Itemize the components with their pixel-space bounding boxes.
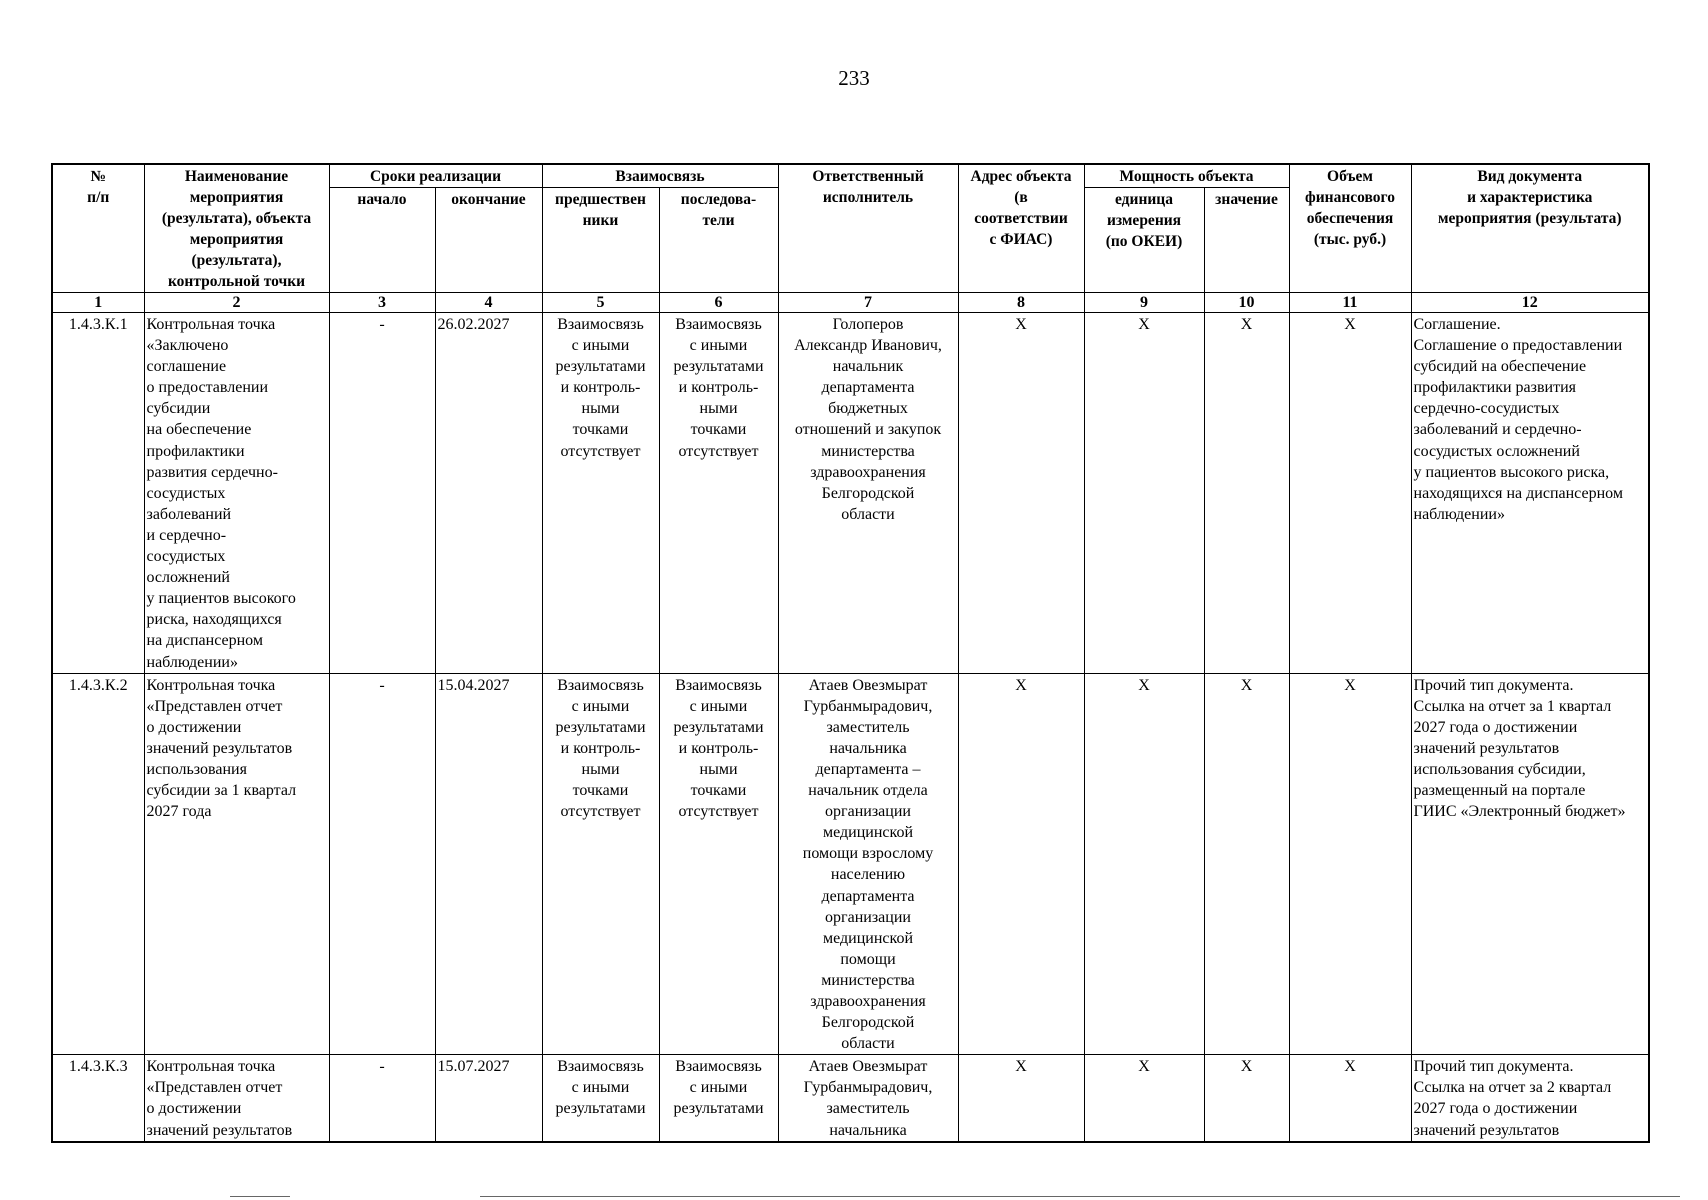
row-value: X	[1204, 1055, 1289, 1142]
header-link-pred: предшествен ники	[542, 188, 659, 293]
header-terms: Сроки реализации	[329, 164, 542, 188]
row-address: X	[958, 313, 1084, 674]
header-num: № п/п	[52, 164, 144, 293]
page-number: 233	[838, 66, 870, 90]
column-number: 11	[1289, 293, 1411, 313]
column-number: 9	[1084, 293, 1204, 313]
row-responsible: Голоперов Александр Иванович, начальник департамента бюджетных отношений и закупок министерства здравоохранения Белгородской области	[778, 313, 958, 674]
row-start: -	[329, 1055, 435, 1142]
header-name: Наименование мероприятия (результата), объекта мероприятия (результата), контрольной точки	[144, 164, 329, 293]
scan-edge-line	[480, 1196, 1680, 1197]
row-unit: X	[1084, 1055, 1204, 1142]
row-address: X	[958, 673, 1084, 1055]
row-name: Контрольная точка «Заключено соглашение о предоставлении субсидии на обеспечение профилактики развития сердечно- сосудистых заболеваний и сердечно- сосудистых осложнений у пациентов высокого риска, находящихся на диспансерном наблюдении»	[144, 313, 329, 674]
column-number: 10	[1204, 293, 1289, 313]
header-power-value: значение	[1204, 188, 1289, 293]
row-predecessors: Взаимосвязь с иными результатами	[542, 1055, 659, 1142]
row-document: Прочий тип документа. Ссылка на отчет за 2 квартал 2027 года о достижении значений результатов	[1411, 1055, 1649, 1142]
row-start: -	[329, 673, 435, 1055]
row-responsible: Атаев Овезмырат Гурбанмырадович, заместитель начальника	[778, 1055, 958, 1142]
plan-table	[51, 163, 1650, 1143]
column-number: 1	[52, 293, 144, 313]
table-row	[52, 313, 1649, 674]
row-address: X	[958, 1055, 1084, 1142]
column-number: 2	[144, 293, 329, 313]
row-end: 26.02.2027	[435, 313, 542, 674]
header-document: Вид документа и характеристика мероприятия (результата)	[1411, 164, 1649, 293]
header-power: Мощность объекта	[1084, 164, 1289, 188]
header-terms-start: начало	[329, 188, 435, 293]
table-row	[52, 1055, 1649, 1142]
header-link: Взаимосвязь	[542, 164, 778, 188]
table-row	[52, 673, 1649, 1055]
row-number: 1.4.3.К.3	[52, 1055, 144, 1142]
row-value: X	[1204, 313, 1289, 674]
header-finance: Объем финансового обеспечения (тыс. руб.)	[1289, 164, 1411, 293]
row-responsible: Атаев Овезмырат Гурбанмырадович, заместитель начальника департамента – начальник отдела организации медицинской помощи взрослому населению департамента организации медицинской помощи министерства здравоохранения Белгородской области	[778, 673, 958, 1055]
column-number: 6	[659, 293, 778, 313]
row-successors: Взаимосвязь с иными результатами и контроль- ными точками отсутствует	[659, 313, 778, 674]
column-number: 8	[958, 293, 1084, 313]
row-successors: Взаимосвязь с иными результатами	[659, 1055, 778, 1142]
scan-edge-line	[230, 1196, 290, 1197]
row-document: Соглашение. Соглашение о предоставлении субсидий на обеспечение профилактики развития сердечно-сосудистых заболеваний и сердечно- сосудистых осложнений у пациентов высокого риска, находящихся на диспансерном наблюдении»	[1411, 313, 1649, 674]
row-end: 15.07.2027	[435, 1055, 542, 1142]
row-successors: Взаимосвязь с иными результатами и контроль- ными точками отсутствует	[659, 673, 778, 1055]
row-start: -	[329, 313, 435, 674]
column-number: 12	[1411, 293, 1649, 313]
header-responsible: Ответственный исполнитель	[778, 164, 958, 293]
row-document: Прочий тип документа. Ссылка на отчет за 1 квартал 2027 года о достижении значений результатов использования субсидии, размещенный на портале ГИИС «Электронный бюджет»	[1411, 673, 1649, 1055]
header-power-unit: единица измерения (по ОКЕИ)	[1084, 188, 1204, 293]
column-number-row	[52, 293, 1649, 313]
row-finance: X	[1289, 1055, 1411, 1142]
row-number: 1.4.3.К.1	[52, 313, 144, 674]
column-number: 7	[778, 293, 958, 313]
row-finance: X	[1289, 313, 1411, 674]
row-unit: X	[1084, 673, 1204, 1055]
row-finance: X	[1289, 673, 1411, 1055]
row-name: Контрольная точка «Представлен отчет о достижении значений результатов	[144, 1055, 329, 1142]
row-end: 15.04.2027	[435, 673, 542, 1055]
column-number: 4	[435, 293, 542, 313]
row-unit: X	[1084, 313, 1204, 674]
row-predecessors: Взаимосвязь с иными результатами и контроль- ными точками отсутствует	[542, 313, 659, 674]
row-value: X	[1204, 673, 1289, 1055]
column-number: 3	[329, 293, 435, 313]
row-number: 1.4.3.К.2	[52, 673, 144, 1055]
row-name: Контрольная точка «Представлен отчет о достижении значений результатов использования субсидии за 1 квартал 2027 года	[144, 673, 329, 1055]
header-link-next: последова- тели	[659, 188, 778, 293]
row-predecessors: Взаимосвязь с иными результатами и контроль- ными точками отсутствует	[542, 673, 659, 1055]
header-terms-end: окончание	[435, 188, 542, 293]
header-address: Адрес объекта (в соответствии с ФИАС)	[958, 164, 1084, 293]
plan-table-container	[51, 163, 1650, 1143]
column-number: 5	[542, 293, 659, 313]
